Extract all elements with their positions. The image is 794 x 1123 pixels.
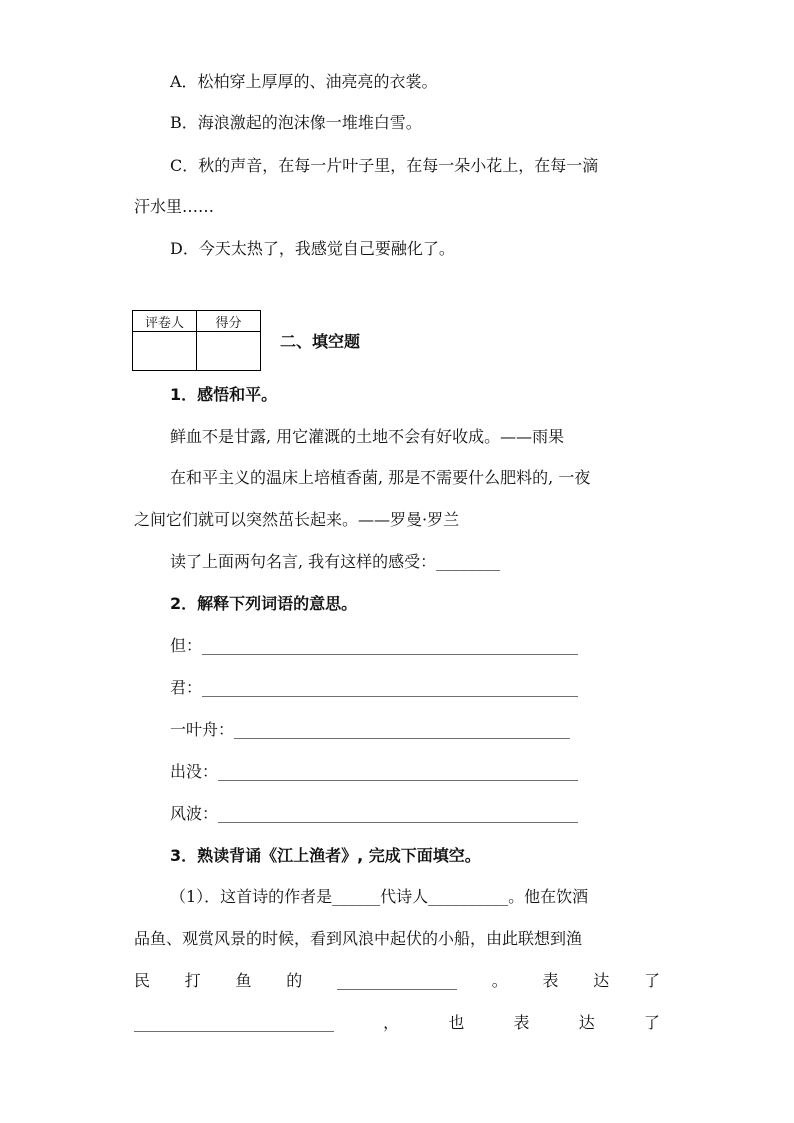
q1-quote1: 鲜血不是甘露, 用它灌溉的土地不会有好收成。——雨果 [170,427,565,446]
reviewer-label: 评卷人 [133,311,197,332]
q3-title: 3．熟读背诵《江上渔者》, 完成下面填空。 [170,846,481,865]
option-c-line1: C．秋的声音，在每一片叶子里，在每一朵小花上，在每一滴 [170,156,599,175]
score-label: 得分 [197,311,261,332]
q3-line3-part: 打 [184,971,201,990]
q2-title: 2．解释下列词语的意思。 [170,594,358,613]
q3-line4-part: 表 [513,1013,530,1032]
q2-item-fengbo[interactable]: 风波：_____________________________________________ [170,804,579,823]
q3-line4-part: 也 [448,1013,465,1032]
q3-line4-part: 达 [578,1013,595,1032]
q2-item-jun[interactable]: 君：_______________________________________________ [170,678,579,697]
q1-quote2-line2: 之间它们就可以突然茁长起来。——罗曼·罗兰 [134,510,460,529]
q3-line4-blank[interactable]: _________________________ [134,1013,334,1032]
score-box [132,310,261,371]
q3-line3-part: 民 [134,971,151,990]
q3-line4-part: 了 [643,1013,660,1032]
section-title: 二、填空题 [280,332,361,351]
q3-line3-part: 的 [286,971,303,990]
q3-line3-blank[interactable]: _______________ [337,971,457,990]
reviewer-cell[interactable] [133,332,197,371]
option-a: A．松柏穿上厚厚的、油亮亮的衣裳。 [170,72,438,91]
q3-line3-part: 。 [491,971,508,990]
q3-line2: 品鱼、观赏风景的时候，看到风浪中起伏的小船，由此联想到渔 [134,929,583,948]
q3-line3-part: 达 [593,971,610,990]
option-d: D．今天太热了，我感觉自己要融化了。 [170,239,455,258]
q1-answer-prompt[interactable]: 读了上面两句名言, 我有这样的感受：________ [170,552,501,571]
q2-item-yiyezhou[interactable]: 一叶舟：__________________________________________ [170,720,571,739]
q3-line4[interactable] [134,1012,660,1034]
q1-title: 1．感悟和平。 [170,385,278,404]
q3-line4-part: ， [383,1013,400,1032]
q3-line1[interactable]: （1）．这首诗的作者是______代诗人__________。他在饮酒 [170,887,589,906]
q3-line3-part: 了 [643,971,660,990]
q2-item-chumo[interactable]: 出没：_____________________________________________ [170,762,579,781]
q1-quote2-line1: 在和平主义的温床上培植香菌, 那是不需要什么肥料的, 一夜 [170,468,591,487]
q3-line3-part: 表 [542,971,559,990]
option-c-line2: 汗水里…… [134,197,215,216]
q3-line3[interactable] [134,970,660,992]
q2-item-dan[interactable]: 但：_______________________________________________ [170,636,579,655]
score-cell[interactable] [197,332,261,371]
option-b: B．海浪激起的泡沫像一堆堆白雪。 [170,113,422,132]
q3-line3-part: 鱼 [235,971,252,990]
